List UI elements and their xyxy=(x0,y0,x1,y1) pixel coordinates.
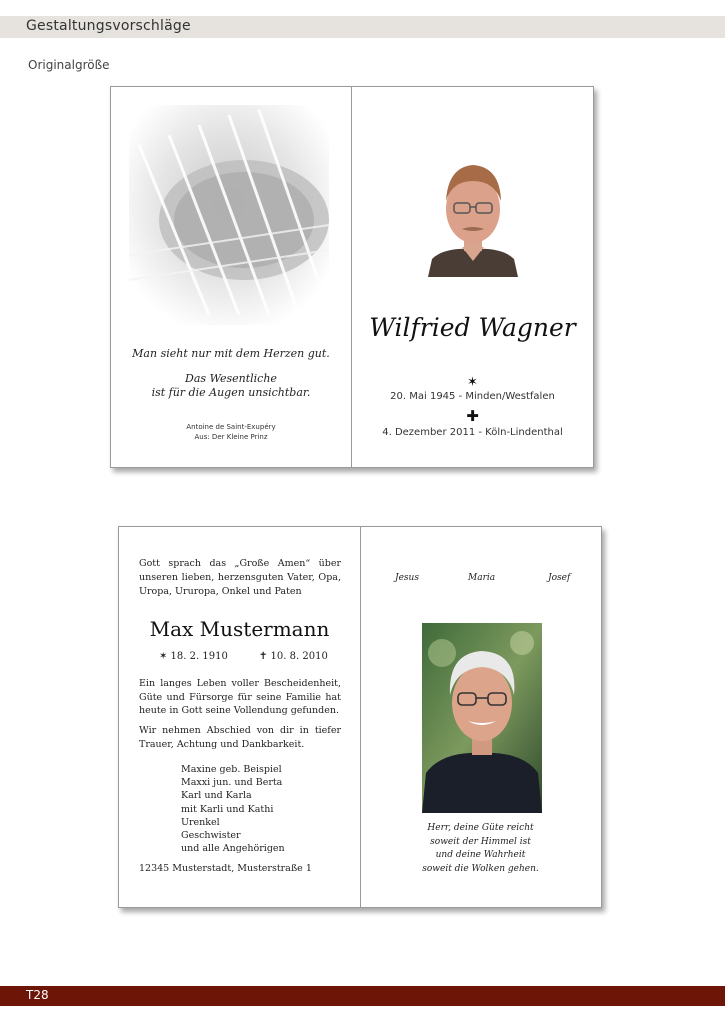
death-date: 4. Dezember 2011 - Köln-Lindenthal xyxy=(382,427,563,438)
list-item: Karl und Karla xyxy=(181,790,252,802)
card-design-1 xyxy=(110,86,594,468)
quote-line-2: Das Wesentliche xyxy=(185,372,277,385)
list-item: Urenkel xyxy=(181,816,220,828)
verse-line: Herr, deine Güte reicht xyxy=(427,823,534,833)
author-name: Antoine de Saint-Exupéry xyxy=(186,423,276,431)
footer-bar xyxy=(0,986,725,1006)
paragraph-1: Ein langes Leben voller Bescheidenheit, Güte und Fürsorge für seine Familie hat heute in Gott seine Vollendung gefunden. xyxy=(139,678,341,716)
card-design-2 xyxy=(118,526,602,908)
quote-line-2-3 xyxy=(121,372,341,400)
section-subtitle: Originalgröße xyxy=(28,58,110,72)
list-item: Maxine geb. Beispiel xyxy=(181,764,282,775)
verse-line: soweit der Himmel ist xyxy=(430,836,531,847)
paragraph-2: Wir nehmen Abschied von dir in tiefer Trauer, Achtung und Dankbarkeit. xyxy=(139,725,341,750)
quote-author xyxy=(121,422,341,442)
page-code: T28 xyxy=(26,988,49,1002)
portrait-photo-2 xyxy=(422,623,542,813)
header-bar xyxy=(0,16,725,38)
quote-line-3: ist für die Augen unsichtbar. xyxy=(151,386,311,399)
guitar-image xyxy=(129,105,329,325)
list-item: und alle Angehörigen xyxy=(181,843,285,855)
relatives-list xyxy=(181,763,285,855)
quote-line-1: Man sieht nur mit dem Herzen gut. xyxy=(132,347,330,360)
author-source: Aus: Der Kleine Prinz xyxy=(194,433,268,441)
verse-line: und deine Wahrheit xyxy=(435,850,526,860)
death-date-2: ✝ 10. 8. 2010 xyxy=(259,651,328,662)
trinity-josef: Josef xyxy=(548,573,571,583)
deceased-name: Wilfried Wagner xyxy=(369,313,576,342)
list-item: Geschwister xyxy=(181,830,241,842)
bible-verse xyxy=(360,822,601,876)
address: 12345 Musterstadt, Musterstraße 1 xyxy=(139,863,312,874)
birth-date: 20. Mai 1945 - Minden/Westfalen xyxy=(390,391,555,402)
trinity-maria: Maria xyxy=(468,573,496,583)
portrait-photo xyxy=(424,151,522,277)
list-item: Maxxi jun. und Berta xyxy=(181,777,283,789)
intro-text: Gott sprach das „Große Amen“ über unseren lieben, herzensguten Vater, Opa, Uropa, Ururopa, Onkel und Paten xyxy=(139,558,341,597)
list-item: mit Karli und Kathi xyxy=(181,803,274,815)
birth-date-2: ✶ 18. 2. 1910 xyxy=(159,651,228,662)
verse-line: soweit die Wolken gehen. xyxy=(422,863,539,874)
page-header-title: Gestaltungsvorschläge xyxy=(26,18,191,34)
trinity-jesus: Jesus xyxy=(395,573,419,583)
birth-star-icon: ✶ xyxy=(467,375,478,390)
deceased-name-2: Max Mustermann xyxy=(149,617,330,641)
death-cross-icon: ✚ xyxy=(466,407,479,425)
